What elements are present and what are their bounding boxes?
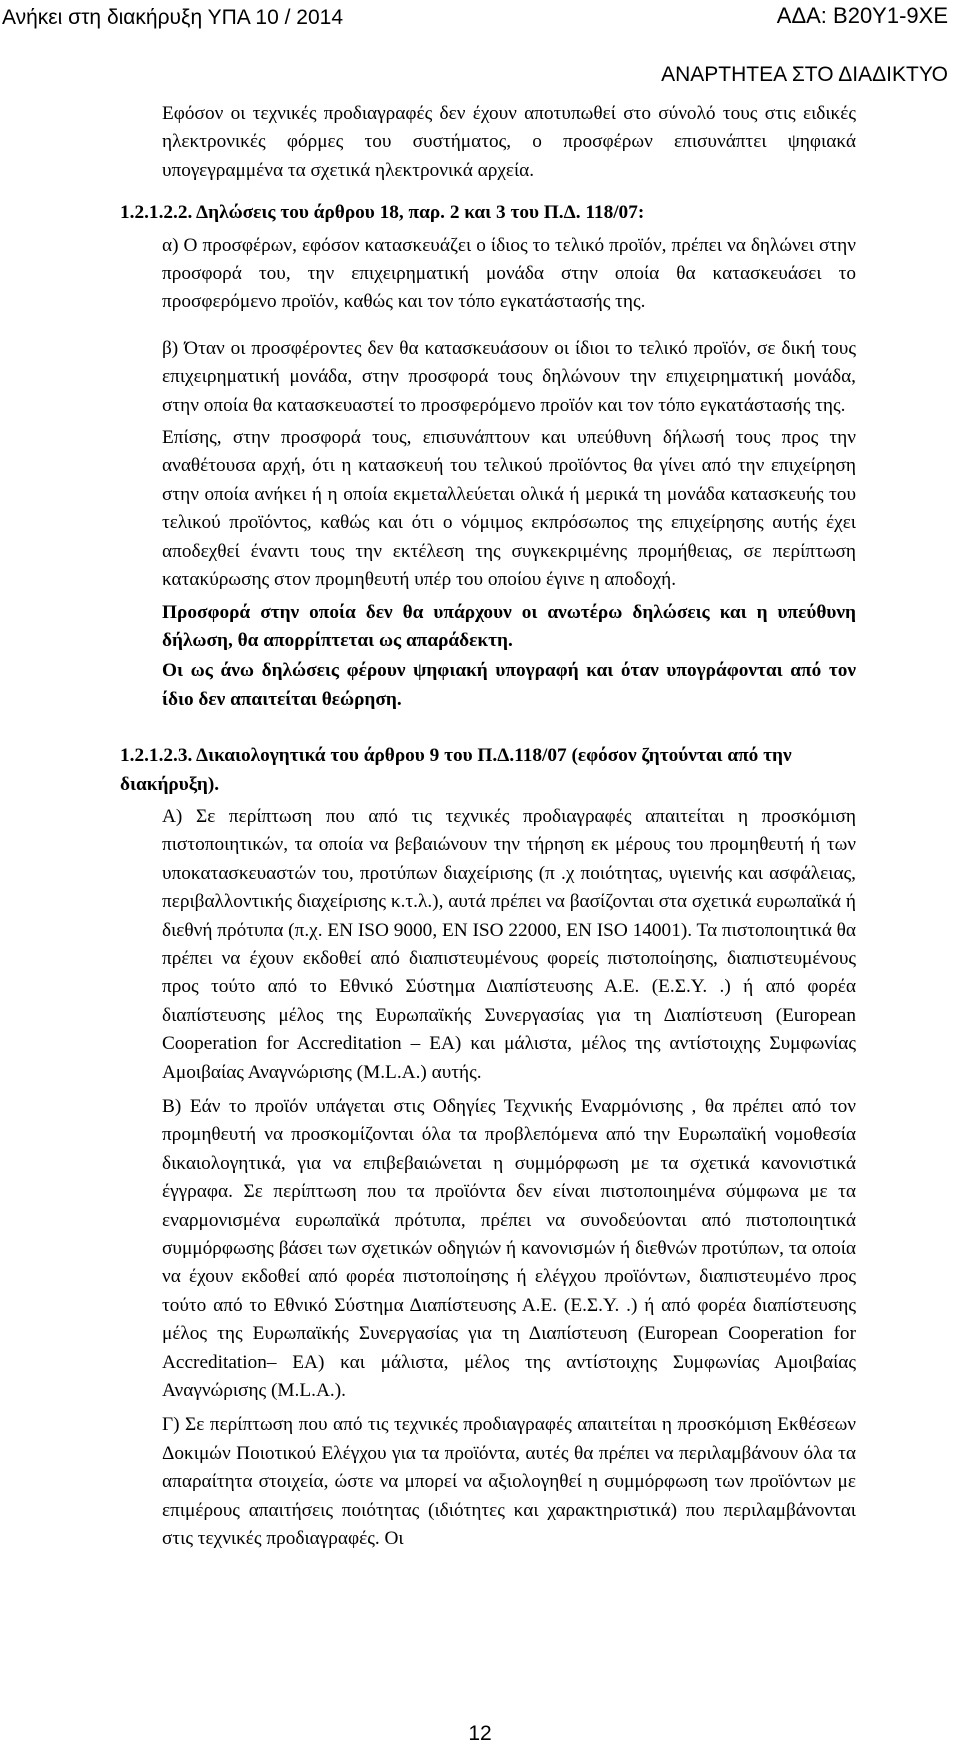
- signature-notice: Οι ως άνω δηλώσεις φέρουν ψηφιακή υπογραφή και όταν υπογράφονται από τον ίδιο δεν απαιτείται θεώρηση.: [162, 660, 856, 710]
- header-ada-code: ΑΔΑ: Β20Υ1-9ΧΕ: [776, 3, 948, 28]
- header-publication-note: ΑΝΑΡΤΗΤΕΑ ΣΤΟ ΔΙΑΔΙΚΤΥΟ: [661, 63, 948, 86]
- document-body: [120, 100, 857, 1554]
- page-number: 12: [468, 1722, 492, 1745]
- paragraph-B: Β) Εάν το προϊόν υπάγεται στις Οδηγίες Τεχνικής Εναρμόνισης , θα πρέπει από τον προμηθευτή να προσκομίζονται όλα τα προβλεπόμενα από την Ευρωπαϊκή νομοθεσία δικαιολογητικά, για να επιβεβαιώνεται η συμμόρφωση με τα σχετικά κανονιστικά έγγραφα. Σε περίπτωση που τα προϊόντα δεν είναι πιστοποιημένα σύμφωνα με τα εναρμονισμένα ευρωπαϊκά πρότυπα, πρέπει να συνοδεύονται από πιστοποιητικά συμμόρφωσης βάσει των σχετικών οδηγιών ή κανονισμών ή διεθνών προτύπων, τα οποία να έχουν εκδοθεί από φορέα πιστοποίησης ή ελέγχου προϊόντων, διαπιστευμένο προς τούτο από το Εθνικό Σύστημα Διαπίστευσης Α.Ε. (Ε.Σ.Υ. .) ή από φορέα διαπίστευσης μέλος της Ευρωπαϊκής Συνεργασίας για τη Διαπίστευση (European Cooperation for Accreditation– EA) και μάλιστα, μέλος της αντίστοιχης Συμφωνίας Αμοιβαίας Αναγνώρισης (M.L.A.).: [162, 1096, 856, 1402]
- intro-paragraph: Εφόσον οι τεχνικές προδιαγραφές δεν έχουν αποτυπωθεί στο σύνολό τους στις ειδικές ηλεκτρονικές φόρμες του συστήματος, ο προσφέρων επισυνάπτει ψηφιακά υπογεγραμμένα τα σχετικά ηλεκτρονικά αρχεία.: [162, 103, 856, 181]
- paragraph-b: β) Όταν οι προσφέροντες δεν θα κατασκευάσουν οι ίδιοι το τελικό προϊόν, σε δική τους επιχειρηματική μονάδα, στην προσφορά τους δηλώνουν την επιχειρηματική μονάδα, στην οποία θα κατασκευαστεί το προσφερόμενο προϊόν και τον τόπο εγκατάστασής της.: [162, 337, 856, 416]
- paragraph-A: Α) Σε περίπτωση που από τις τεχνικές προδιαγραφές απαιτείται η προσκόμιση πιστοποιητικών, τα οποία να βεβαιώνουν την τήρηση εκ μέρους του προμηθευτή ή των υποκατασκευαστών του, προτύπων διαχείρισης (π .χ ποιότητας, υγιεινής και ασφάλειας, περιβαλλοντικής διαχείρισης κ.τ.λ.), αυτά πρέπει να βασίζονται στα σχετικά ευρωπαϊκά ή διεθνή πρότυπα (π.χ. EN ISO 9000, EN ISO 22000, EN ISO 14001). Τα πιστοποιητικά θα πρέπει να έχουν εκδοθεί από διαπιστευμένους φορείς πιστοποίησης, διαπιστευμένους προς τούτο από το Εθνικό Σύστημα Διαπίστευσης Α.Ε. (Ε.Σ.Υ. .) ή από φορέα διαπίστευσης μέλος της Ευρωπαϊκής Συνεργασίας για τη Διαπίστευση (European Cooperation for Accreditation – EA) και μάλιστα, μέλος της αντίστοιχης Συμφωνίας Αμοιβαίας Αναγνώρισης (M.L.A.) αυτής.: [162, 805, 857, 1083]
- paragraph-a: α) Ο προσφέρων, εφόσον κατασκευάζει ο ίδιος το τελικό προϊόν, πρέπει να δηλώνει στην προσφορά του, την επιχειρηματική μονάδα στην οποία θα κατασκευάσει το προσφερόμενο προϊόν, καθώς και τον τόπο εγκατάστασής της.: [162, 234, 856, 313]
- paragraph-C: Γ) Σε περίπτωση που από τις τεχνικές προδιαγραφές απαιτείται η προσκόμιση Εκθέσεων Δοκιμών Ποιοτικού Ελέγχου για τα προϊόντα, αυτές θα πρέπει να περιλαμβάνουν όλα τα απαραίτητα στοιχεία, ώστε να μπορεί να αξιολογηθεί η συμμόρφωση των προϊόντων με επιμέρους απαιτήσεις ποιότητας (ιδιότητες και χαρακτηριστικά) που περιλαμβάνονται στις τεχνικές προδιαγραφές. Οι: [162, 1414, 856, 1550]
- section-heading-1-2-1-2-2: 1.2.1.2.2. Δηλώσεις του άρθρου 18, παρ. 2 και 3 του Π.Δ. 118/07:: [120, 202, 645, 224]
- paragraph-also: Επίσης, στην προσφορά τους, επισυνάπτουν και υπεύθυνη δήλωσή τους προς την αναθέτουσα αρχή, ότι η κατασκευή του τελικού προϊόντος θα γίνει από την επιχείρηση στην οποία ανήκει ή η οποία εκμεταλλεύεται ολικά ή μερικά τη μονάδα κατασκευής του τελικού προϊόντος, καθώς και ότι ο νόμιμος εκπρόσωπος της επιχείρησης αυτής έχει αποδεχθεί έναντι τους την εκτέλεση της συγκεκριμένης προμήθειας, σε περίπτωση κατακύρωσης στον προμηθευτή υπέρ του οποίου έγινε η αποδοχή.: [162, 427, 856, 591]
- section-heading-1-2-1-2-3: 1.2.1.2.3. Δικαιολογητικά του άρθρου 9 του Π.Δ.118/07 (εφόσον ζητούνται από την διακήρυξη).: [120, 745, 792, 795]
- header-document-reference: Ανήκει στη διακήρυξη ΥΠΑ 10 / 2014: [2, 6, 344, 29]
- rejection-notice: Προσφορά στην οποία δεν θα υπάρχουν οι ανωτέρω δηλώσεις και η υπεύθυνη δήλωση, θα απορρίπτεται ως απαράδεκτη.: [162, 601, 856, 651]
